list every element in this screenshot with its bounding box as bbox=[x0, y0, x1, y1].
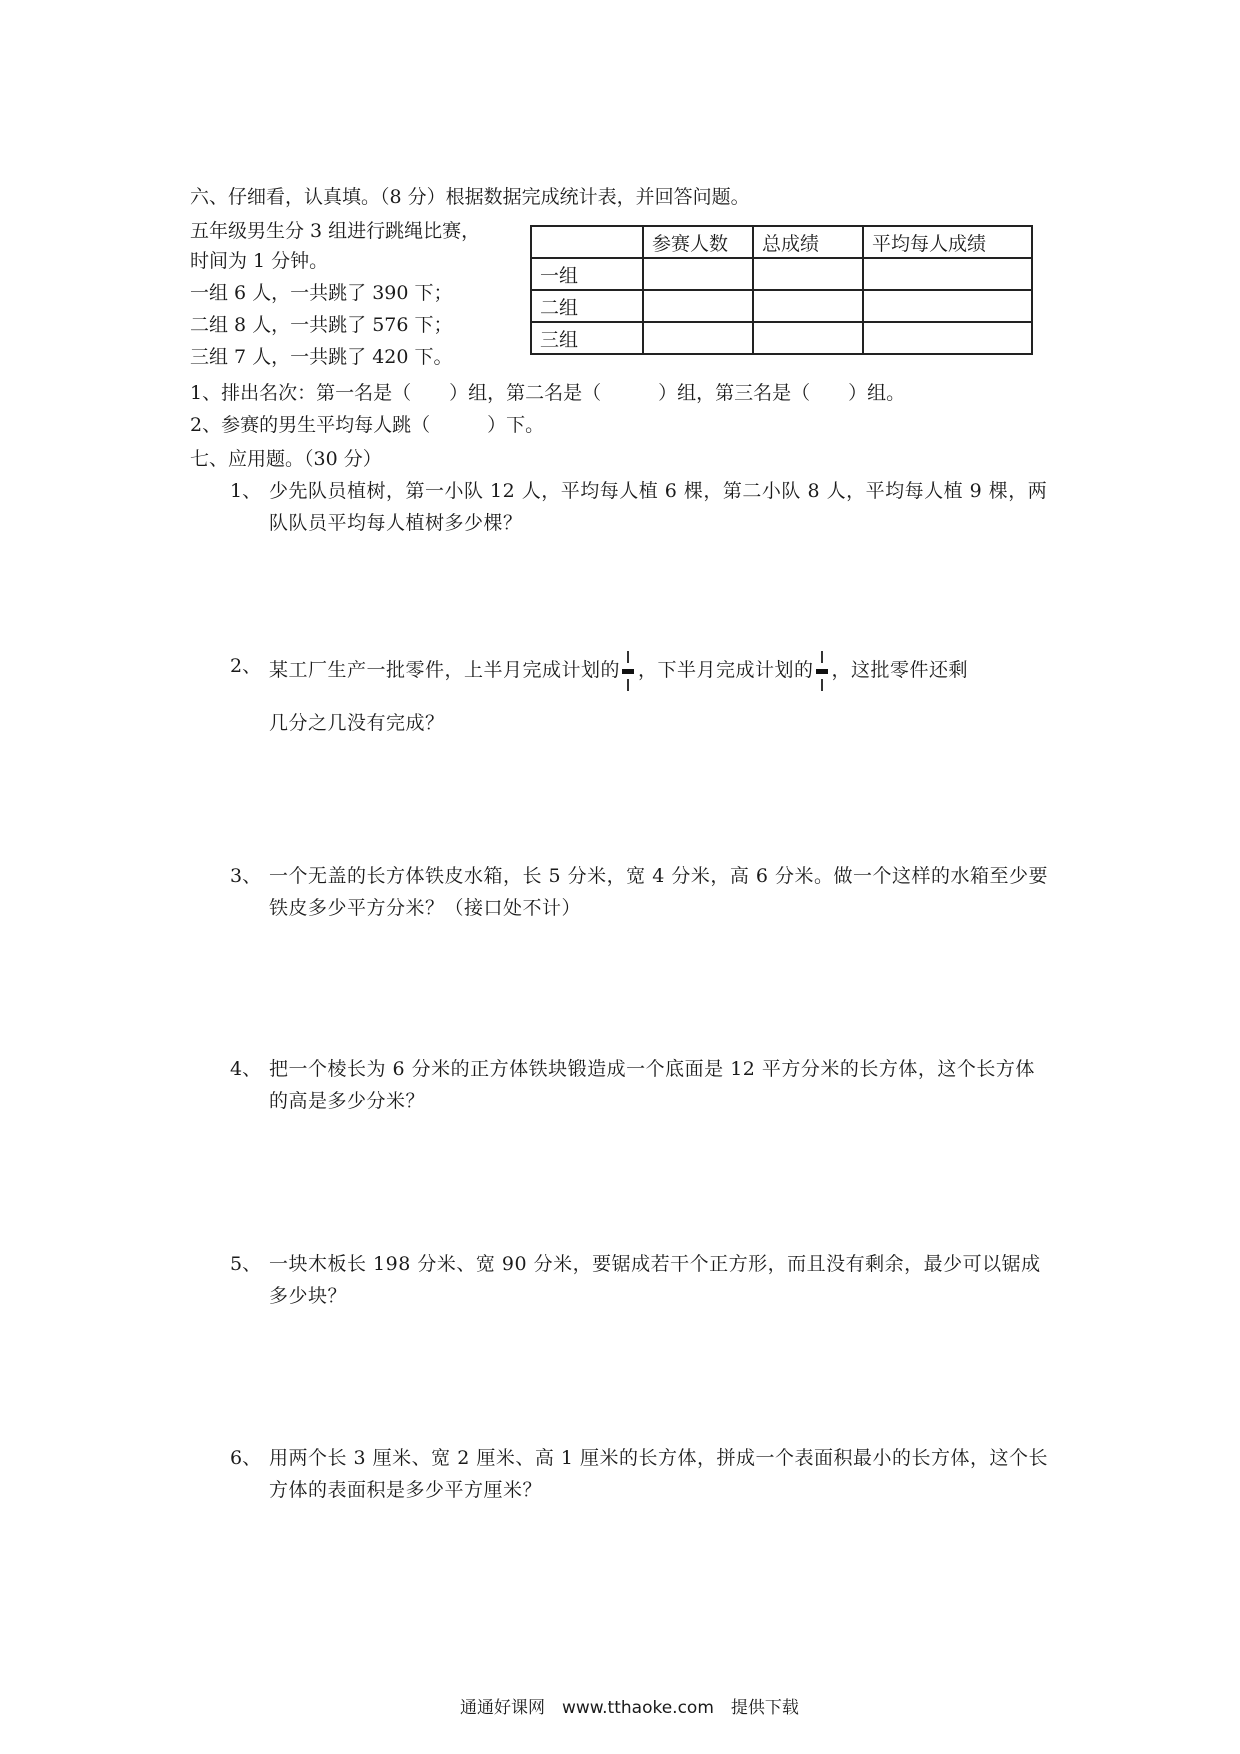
section-six-title: 六、仔细看，认真填。（8 分）根据数据完成统计表，并回答问题。 bbox=[190, 186, 750, 208]
intro-line: 时间为 1 分钟。 bbox=[190, 250, 329, 272]
section-six-question-1: 1、排出名次：第一名是（ ）组，第二名是（ ）组，第三名是（ ）组。 bbox=[190, 382, 906, 404]
fraction-icon bbox=[816, 651, 830, 691]
table-header-cell: 总成绩 bbox=[753, 226, 863, 258]
question-number: 2、 bbox=[230, 655, 262, 677]
question-text: 把一个棱长为 6 分米的正方体铁块锻造成一个底面是 12 平方分米的长方体，这个长方体的高是多少分米？ bbox=[269, 1058, 1035, 1112]
table-cell bbox=[643, 290, 753, 322]
question-number: 3、 bbox=[230, 865, 262, 887]
table-row bbox=[531, 322, 1032, 354]
section-seven-title: 七、应用题。（30 分） bbox=[190, 448, 382, 470]
question-text-part: ，这批零件还剩 bbox=[831, 659, 969, 681]
table-row bbox=[531, 290, 1032, 322]
table-row bbox=[531, 258, 1032, 290]
question-number: 5、 bbox=[230, 1253, 262, 1275]
table-header-cell bbox=[531, 226, 643, 258]
question-text-part: 某工厂生产一批零件，上半月完成计划的 bbox=[269, 659, 621, 681]
table-cell bbox=[753, 290, 863, 322]
table-cell bbox=[753, 322, 863, 354]
table-cell: 一组 bbox=[531, 258, 643, 290]
table-cell bbox=[863, 290, 1032, 322]
question-text: 用两个长 3 厘米、宽 2 厘米、高 1 厘米的长方体，拼成一个表面积最小的长方体，这个长方体的表面积是多少平方厘米？ bbox=[269, 1447, 1049, 1501]
question-number: 1、 bbox=[230, 480, 262, 502]
table-cell: 三组 bbox=[531, 322, 643, 354]
question-number: 6、 bbox=[230, 1447, 262, 1469]
question-text: 少先队员植树，第一小队 12 人，平均每人植 6 棵，第二小队 8 人，平均每人植 9 棵，两队队员平均每人植树多少棵？ bbox=[269, 480, 1048, 534]
table-cell bbox=[643, 258, 753, 290]
table-header-row bbox=[531, 226, 1032, 258]
question-number: 4、 bbox=[230, 1058, 262, 1080]
fraction-icon bbox=[622, 651, 636, 691]
intro-line: 二组 8 人，一共跳了 576 下； bbox=[190, 314, 453, 336]
table-cell bbox=[753, 258, 863, 290]
table-cell bbox=[643, 322, 753, 354]
table-header-cell: 平均每人成绩 bbox=[863, 226, 1032, 258]
question-text bbox=[269, 650, 1049, 743]
question-text: 一个无盖的长方体铁皮水箱，长 5 分米，宽 4 分米，高 6 分米。做一个这样的水箱至少要铁皮多少平方分米？（接口处不计） bbox=[269, 865, 1049, 919]
table-cell bbox=[863, 258, 1032, 290]
table-header-cell: 参赛人数 bbox=[643, 226, 753, 258]
intro-line: 三组 7 人，一共跳了 420 下。 bbox=[190, 346, 453, 368]
question-text-part: 几分之几没有完成？ bbox=[269, 712, 445, 734]
question-text-part: ，下半月完成计划的 bbox=[638, 659, 814, 681]
statistics-table bbox=[530, 225, 1033, 355]
section-six-question-2: 2、参赛的男生平均每人跳（ ）下。 bbox=[190, 414, 545, 436]
table-cell bbox=[863, 322, 1032, 354]
question-text: 一块木板长 198 分米、宽 90 分米，要锯成若干个正方形，而且没有剩余，最少可以锯成多少块？ bbox=[269, 1253, 1041, 1307]
page-footer: 通通好课网 www.tthaoke.com 提供下载 bbox=[460, 1698, 799, 1718]
intro-line: 五年级男生分 3 组进行跳绳比赛， bbox=[190, 220, 481, 242]
table-cell: 二组 bbox=[531, 290, 643, 322]
intro-line: 一组 6 人，一共跳了 390 下； bbox=[190, 282, 453, 304]
